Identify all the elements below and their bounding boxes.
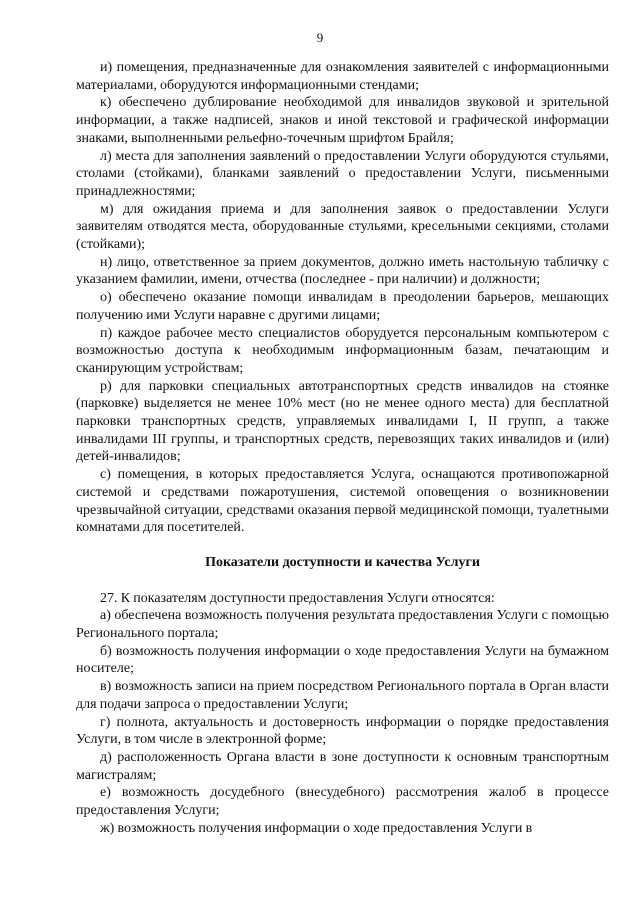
paragraph-item-g: г) полнота, актуальность и достоверность информации о порядке предоставления Услуги, в том числе в электронной форме; bbox=[76, 714, 609, 748]
paragraph-item-i: и) помещения, предназначенные для ознакомления заявителей с информационными материалами, оборудуются информационными стендами; bbox=[76, 60, 609, 93]
page-number: 9 bbox=[316, 30, 324, 45]
paragraph-item-o: о) обеспечено оказание помощи инвалидам в преодолении барьеров, мешающих получению ими Услуги наравне с другими лицами; bbox=[76, 290, 609, 323]
paragraph-item-v: в) возможность записи на прием посредством Регионального портала в Орган власти для подачи запроса о предоставлении Услуги; bbox=[76, 679, 609, 712]
paragraph-item-k: к) обеспечено дублирование необходимой для инвалидов звуковой и зрительной информации, а также надписей, знаков и иной текстовой и графической информации знаками, выполненными рельефно-точечным шрифтом Брайля; bbox=[76, 95, 609, 146]
paragraph-item-n: н) лицо, ответственное за прием документов, должно иметь настольную табличку с указанием фамилии, имени, отчества (последнее - при наличии) и должности; bbox=[76, 254, 609, 288]
paragraph-item-d: д) расположенность Органа власти в зоне доступности к основным транспортным магистралям; bbox=[76, 750, 609, 783]
paragraph-item-m: м) для ожидания приема и для заполнения заявок о предоставлении Услуги заявителям отводятся места, оборудованные стульями, кресельными секциями, столами (стойками); bbox=[76, 201, 609, 253]
document-body bbox=[76, 59, 609, 838]
paragraph-27: 27. К показателям доступности предоставления Услуги относятся: bbox=[100, 590, 495, 606]
section-heading: Показатели доступности и качества Услуги bbox=[205, 555, 480, 571]
paragraph-item-zh: ж) возможность получения информации о ходе предоставления Услуги в bbox=[100, 820, 533, 836]
paragraph-item-a: а) обеспечена возможность получения результата предоставления Услуги с помощью Регионального портала; bbox=[76, 608, 609, 642]
paragraph-item-s: с) помещения, в которых предоставляется Услуга, оснащаются противопожарной системой и средствами пожаротушения, системой оповещения о возникновении чрезвычайной ситуации, средствами оказания первой медицинской помощи, туалетными комнатами для посетителей. bbox=[76, 467, 609, 536]
paragraph-item-r: р) для парковки специальных автотранспортных средств инвалидов на стоянке (парковке) выделяется не менее 10% мест (но не менее одного места) для бесплатной парковки транспортных средств, управляемых инвалидами I, II групп, а также инвалидами III группы, и транспортных средств, перевозящих таких инвалидов и (или) детей-инвалидов; bbox=[76, 378, 609, 465]
paragraph-item-p: п) каждое рабочее место специалистов оборудуется персональным компьютером с возможностью доступа к необходимым информационным базам, печатающим и сканирующим устройствам; bbox=[76, 325, 609, 376]
paragraph-item-e: е) возможность досудебного (внесудебного) рассмотрения жалоб в процессе предоставления Услуги; bbox=[76, 785, 609, 819]
paragraph-item-l: л) места для заполнения заявлений о предоставлении Услуги оборудуются стульями, столами (стойками), бланками заявлений о предоставлении Услуги, письменными принадлежностями; bbox=[76, 148, 609, 199]
paragraph-item-b: б) возможность получения информации о ходе предоставления Услуги на бумажном носителе; bbox=[76, 643, 609, 677]
